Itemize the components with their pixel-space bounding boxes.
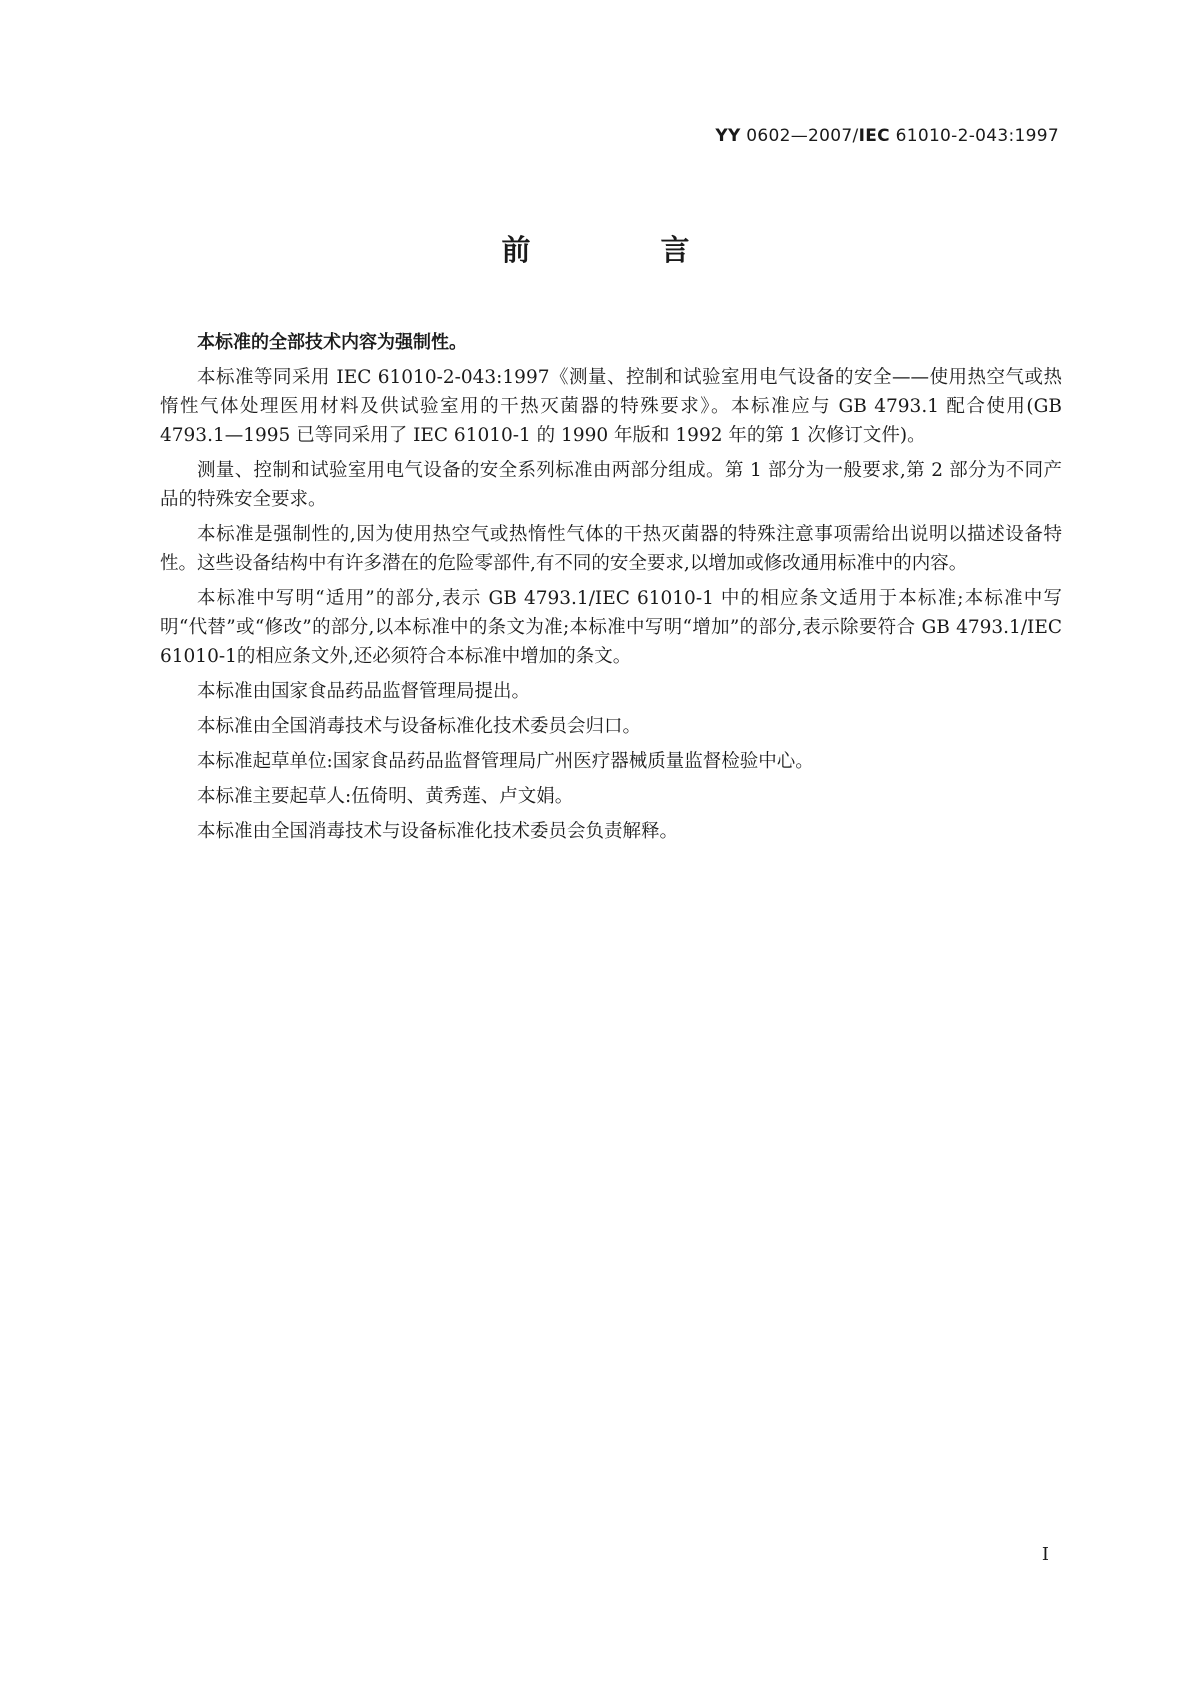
standard-code-prefix: YY [715,126,741,146]
paragraph-interpretation: 本标准由全国消毒技术与设备标准化技术委员会负责解释。 [197,821,679,842]
foreword-body [160,328,1062,852]
standard-code-iec-number: 61010-2-043:1997 [889,126,1059,146]
paragraph-series-structure: 测量、控制和试验室用电气设备的安全系列标准由两部分组成。第 1 部分为一般要求,第 2 部分为不同产品的特殊安全要求。 [160,460,1062,510]
standard-code-header [715,126,1059,146]
paragraph-proposer: 本标准由国家食品药品监督管理局提出。 [197,681,531,702]
page-title: 前 言 [501,233,750,267]
paragraph-mandatory-notice: 本标准的全部技术内容为强制性。 [197,332,467,353]
page-number: I [1041,1544,1049,1565]
paragraph-adoption: 本标准等同采用 IEC 61010-2-043:1997《测量、控制和试验室用电气设备的安全——使用热空气或热惰性气体处理医用材料及供试验室用的干热灭菌器的特殊要求》。本标准应与 GB 4793.1 配合使用(GB 4793.1—1995 已等同采用了 IEC 61010-1 的 1990 年版和 1992 年的第 1 次修订文件)。 [160,367,1062,446]
standard-code-iec-prefix: IEC [858,126,890,146]
standard-code-number: 0602—2007/ [740,126,859,146]
paragraph-applicability: 本标准中写明“适用”的部分,表示 GB 4793.1/IEC 61010-1 中的相应条文适用于本标准;本标准中写明“代替”或“修改”的部分,以本标准中的条文为准;本标准中写明“增加”的部分,表示除要符合 GB 4793.1/IEC 61010-1的相应条文外,还必须符合本标准中增加的条文。 [160,588,1062,667]
paragraph-drafters: 本标准主要起草人:伍倚明、黄秀莲、卢文娟。 [197,786,574,807]
paragraph-drafting-unit: 本标准起草单位:国家食品药品监督管理局广州医疗器械质量监督检验中心。 [197,751,814,772]
paragraph-mandatory-reason: 本标准是强制性的,因为使用热空气或热惰性气体的干热灭菌器的特殊注意事项需给出说明以描述设备特性。这些设备结构中有许多潜在的危险零部件,有不同的安全要求,以增加或修改通用标准中的内容。 [160,524,1062,574]
paragraph-centralized-by: 本标准由全国消毒技术与设备标准化技术委员会归口。 [197,716,642,737]
